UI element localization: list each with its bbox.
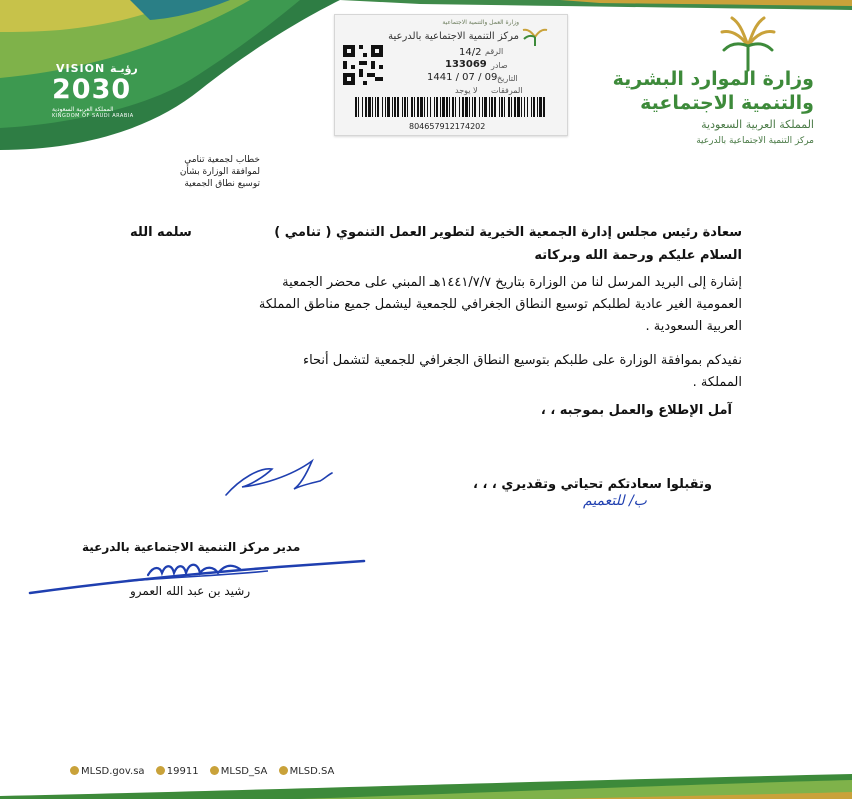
stamp-sequence-label: صادر [491, 61, 508, 70]
request-line: آمل الإطلاع والعمل بموجبه ، ، [540, 403, 732, 418]
subject-line2: توسيع نطاق الجمعية [184, 179, 260, 189]
signatory-name: رشيد بن عبد الله العمرو [130, 584, 251, 598]
initials-scribble [220, 455, 340, 503]
ministry-name-line2: والتنمية الاجتماعية [640, 92, 814, 114]
stamp-ref-number: 14/2 [459, 47, 482, 58]
stamp-attachments-value: لا يوجد [455, 86, 478, 95]
paragraph-1: إشارة إلى البريد المرسل لنا من الوزارة بتاريخ ١٤٤١/٧/٧هـ المبني على محضر الجمعية العمومية الغير عادية لطلبكم توسيع النطاق الجغرافي للجمعية ليشمل جميع مناطق المملكة العربية السعودية . [258, 275, 742, 334]
vision-year: 2030 [52, 74, 132, 105]
signatory-title: مدير مركز التنمية الاجتماعية بالدرعية [82, 540, 301, 554]
outgoing-stamp-label [334, 14, 568, 136]
qr-code-icon [343, 45, 383, 85]
stamp-date: 1441 / 07 / 09 [427, 72, 498, 83]
barcode-icon [355, 97, 545, 117]
stamp-org: وزارة العمل والتنمية الاجتماعية [442, 19, 519, 26]
vision-caption-en: KINGDOM OF SAUDI ARABIA [52, 113, 134, 119]
addressee-line: سعادة رئيس مجلس إدارة الجمعية الخيرية لتطوير العمل التنموي ( تنامي ) [274, 225, 742, 240]
stamp-sequence: 133069 [445, 59, 487, 70]
country-name: المملكة العربية السعودية [701, 118, 814, 131]
footer-website[interactable]: MLSD.gov.sa [70, 766, 149, 777]
footer-twitter[interactable]: MLSD_SA [210, 766, 272, 777]
paragraph-2: نفيدكم بموافقة الوزارة على طلبكم بتوسيع النطاق الجغرافي للجمعية لتشمل أنحاء المملكة . [302, 353, 742, 390]
stamp-center: مركز التنمية الاجتماعية بالدرعية [388, 31, 519, 42]
honorific: سلمه الله [130, 225, 192, 240]
ministry-name-line1: وزارة الموارد البشرية [612, 68, 814, 90]
barcode-number: 804657912174202 [409, 122, 486, 131]
subject-note [160, 154, 260, 190]
ministry-stamp-logo-icon [521, 23, 549, 47]
vision-2030-logo [22, 62, 172, 122]
palm-swords-emblem-icon [718, 16, 778, 72]
vision-label: VISION رؤيـة [56, 62, 138, 75]
vision-caption-ar: المملكة العربية السعودية [52, 106, 114, 113]
stamp-attachments-label: المرفقات [491, 86, 523, 95]
footer-phone[interactable]: 19911 [156, 766, 203, 777]
subject-line1: خطاب لجمعية تنامي لموافقة الوزارة بشأن [179, 155, 260, 177]
stamp-date-label: التاريخ [497, 74, 518, 83]
handwritten-note: ب/ للتعميم [583, 493, 647, 509]
closing-line: وتقبلوا سعادتكم تحياتي وتقديري ، ، ، [472, 477, 712, 492]
footer-handle[interactable]: MLSD.SA [279, 766, 339, 777]
stamp-ref-label: الرقم [485, 47, 504, 56]
greeting: السلام عليكم ورحمة الله وبركاته [534, 248, 742, 263]
footer-decorative-band [0, 770, 852, 799]
center-name: مركز التنمية الاجتماعية بالدرعية [696, 136, 814, 146]
